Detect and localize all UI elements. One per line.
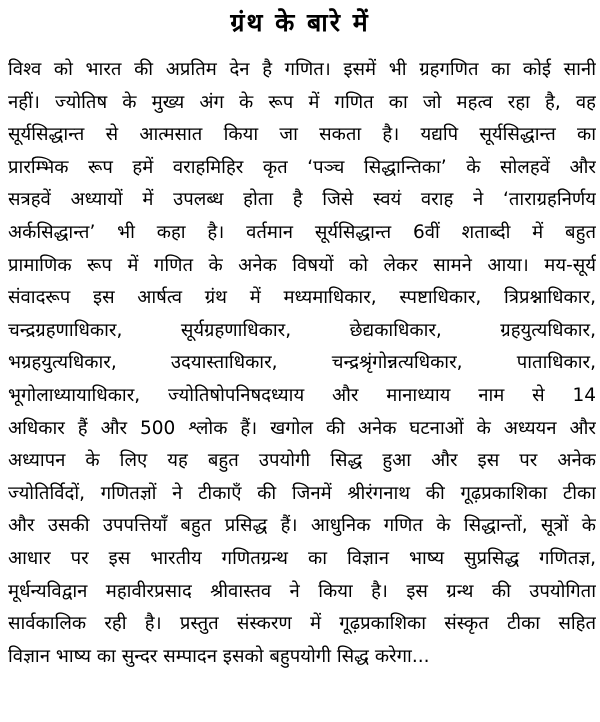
text-line: सत्रहवें अध्यायों में उपलब्ध होता है जिसे स्वयं वराह ने ‘ताराग्रहनिर्णय [8, 189, 596, 211]
text-line: आधार पर इस भारतीय गणितग्रन्थ का विज्ञान भाष्य सुप्रसिद्ध गणितज्ञ, [8, 547, 596, 569]
text-line: और उसकी उपपत्तियाँ बहुत प्रसिद्ध हैं। आधुनिक गणित के सिद्धान्तों, सूत्रों के [8, 515, 596, 537]
text-line-last: विज्ञान भाष्य का सुन्दर सम्पादन इसको बहुपयोगी सिद्ध करेगा... [8, 645, 430, 667]
text-line: संवादरूप इस आर्षत्व ग्रंथ में मध्यमाधिकार, स्पष्टाधिकार, त्रिप्रश्नाधिकार, [8, 287, 596, 309]
text-line: सूर्यसिद्धान्त से आत्मसात किया जा सकता है। यद्यपि सूर्यसिद्धान्त का [8, 124, 596, 146]
page-title: ग्रंथ के बारे में [230, 8, 370, 37]
text-line: विश्व को भारत की अप्रतिम देन है गणित। इसमें भी ग्रहगणित का कोई सानी [8, 59, 596, 80]
text-line: चन्द्रग्रहणाधिकार, सूर्यग्रहणाधिकार, छेद्यकाधिकार, ग्रहयुत्यधिकार, [8, 319, 596, 341]
text-line: अधिकार हैं और 500 श्लोक हैं। खगोल की अनेक घटनाओं के अध्ययन और [8, 417, 596, 439]
text-line: अध्यापन के लिए यह बहुत उपयोगी सिद्ध हुआ और इस पर अनेक [8, 450, 596, 472]
text-line: प्रारम्भिक रूप हमें वराहमिहिर कृत ‘पञ्च सिद्धान्तिका’ के सोलहवें और [8, 156, 596, 178]
text-line: मूर्धन्यविद्वान महावीरप्रसाद श्रीवास्तव ने किया है। इस ग्रन्थ की उपयोगिता [8, 580, 596, 602]
text-line: भग्रहयुत्यधिकार, उदयास्ताधिकार, चन्द्रश्रृंगोन्नत्यधिकार, पाताधिकार, [8, 352, 596, 374]
text-line: अर्कसिद्धान्त’ भी कहा है। वर्तमान सूर्यसिद्धान्त 6वीं शताब्दी में बहुत [8, 221, 596, 243]
text-line: भूगोलाध्यायाधिकार, ज्योतिषोपनिषदध्याय और मानाध्याय नाम से 14 [8, 384, 596, 406]
text-line: सार्वकालिक रही है। प्रस्तुत संस्करण में गूढ़प्रकाशिका संस्कृत टीका सहित [8, 613, 596, 635]
text-line: प्रामाणिक रूप में गणित के अनेक विषयों को लेकर सामने आया। मय-सूर्य [8, 254, 596, 276]
body-paragraph [8, 54, 596, 673]
text-line: ज्योतिर्विदों, गणितज्ञों ने टीकाएँ की जिनमें श्रीरंगनाथ की गूढ़प्रकाशिका टीका [8, 482, 596, 504]
text-line: नहीं। ज्योतिष के मुख्य अंग के रूप में गणित का जो महत्व रहा है, वह [8, 91, 596, 113]
